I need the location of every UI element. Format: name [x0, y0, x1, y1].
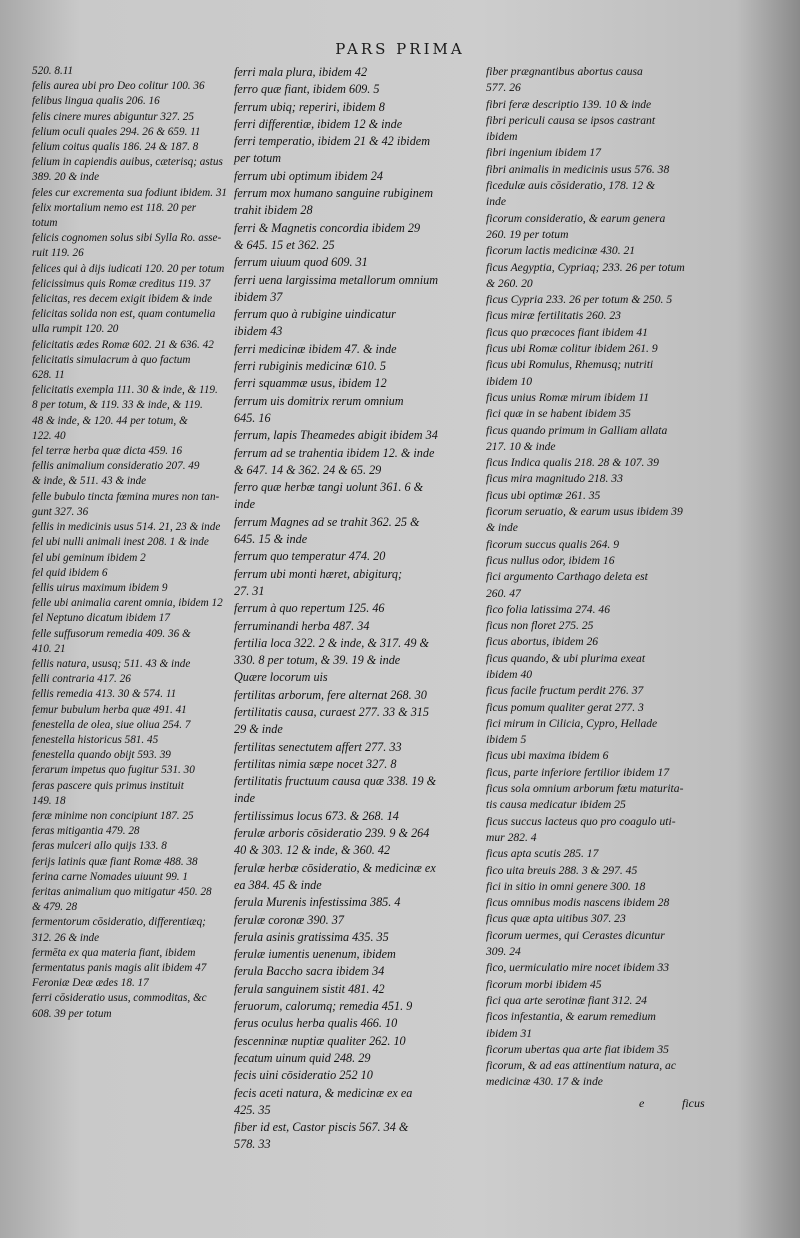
index-entry-line: inde [486, 195, 506, 209]
index-entry-line: ibidem 43 [234, 324, 283, 339]
index-entry-line: fibri feræ descriptio 139. 10 & inde [486, 97, 652, 111]
index-entry-line: ficus pomum qualiter gerat 277. 3 [486, 700, 644, 714]
index-entry-line: 48 & inde, & 120. 44 per totum, & [32, 414, 188, 427]
index-entry-line: felle ubi animalia carent omnia, ibidem 12 [32, 597, 223, 610]
index-entry-line: ferrum quo temperatur 474. 20 [234, 549, 386, 564]
index-entry-line: 309. 24 [486, 945, 521, 959]
index-entry-line: feras pascere quis primus instituit [32, 779, 184, 792]
index-entry-line: ficus ubi Romulus, Rhemusq; nutriti [486, 358, 654, 372]
index-entry-line: fici mirum in Cilicia, Cypro, Hellade [486, 716, 658, 730]
index-entry-line: inde [234, 791, 255, 806]
index-entry-line: totum [32, 217, 58, 230]
index-entry-line: ficorum morbi ibidem 45 [486, 977, 602, 991]
index-entry-line: ficorum uermes, qui Cerastes dicuntur [486, 928, 665, 942]
index-entry-line: ferulæ coronæ 390. 37 [234, 912, 344, 927]
index-entry-line: ferri uena largissima metallorum omnium [234, 272, 439, 287]
index-entry-line: felicitatis exempla 111. 30 & inde, & 119. [32, 384, 218, 397]
index-entry-line: ficus mira magnitudo 218. 33 [486, 472, 623, 486]
index-entry-line: 29 & inde [234, 722, 283, 737]
index-entry-line: fiber id est, Castor piscis 567. 34 & [234, 1120, 409, 1135]
index-entry-line: fellis animalium consideratio 207. 49 [32, 460, 200, 473]
index-entry-line: felicitatis ædes Romæ 602. 21 & 636. 42 [32, 338, 214, 351]
index-entry-line: fertilitatis fructuum causa quæ 338. 19 & [234, 774, 437, 789]
index-entry-line: ferri cōsideratio usus, commoditas, &c [32, 992, 207, 1005]
index-entry-line: ferulæ iumentis uenenum, ibidem [234, 947, 396, 962]
index-entry-line: 628. 11 [32, 369, 65, 382]
index-entry-line: fecis uini cōsideratio 252 10 [234, 1068, 373, 1083]
index-entry-line: ferro quæ fiant, ibidem 609. 5 [234, 82, 380, 97]
index-entry-line: fermentatus panis magis alit ibidem 47 [32, 961, 207, 974]
index-entry-line: ibidem 31 [486, 1026, 533, 1040]
index-entry-line: ferrum uiuum quod 609. 31 [234, 255, 368, 270]
index-entry-line: trahit ibidem 28 [234, 203, 313, 218]
index-entry-line: fenestella de olea, siue oliua 254. 7 [32, 718, 191, 731]
index-entry-line: fibri animalis in medicinis usus 576. 38 [486, 162, 670, 176]
index-entry-line: 410. 21 [32, 642, 66, 655]
index-entry-line: fici qua arte serotinæ fiant 312. 24 [486, 993, 647, 1007]
index-entry-line: Feroniæ Deæ ædes 18. 17 [32, 977, 149, 990]
index-entry-line: feras mulceri allo quijs 133. 8 [32, 840, 167, 853]
index-entry-line: fertilitas senectutem affert 277. 33 [234, 739, 402, 754]
index-entry-line: femur bubulum herba quæ 491. 41 [32, 703, 187, 716]
index-entry-line: ficus Indica qualis 218. 28 & 107. 39 [486, 456, 659, 470]
index-entry-line: ferri mala plura, ibidem 42 [234, 65, 368, 79]
index-entry-line: felicis cognomen solus sibi Sylla Ro. asse- [32, 232, 222, 245]
index-entry-line: fel quid ibidem 6 [32, 566, 108, 579]
index-entry-line: & 479. 28 [32, 901, 78, 914]
index-entry-line: ferro quæ herbæ tangi uolunt 361. 6 & [234, 480, 424, 495]
index-entry-line: fici argumento Carthago deleta est [486, 570, 648, 584]
index-entry-line: fibri periculi causa se ipsos castrant [486, 113, 656, 127]
index-entry-line: ferri differentiæ, ibidem 12 & inde [234, 116, 403, 131]
index-entry-line: ferrum, lapis Theamedes abigit ibidem 34 [234, 428, 438, 443]
index-entry-line: 260. 19 per totum [486, 227, 569, 241]
index-entry-line: & inde, & 511. 43 & inde [32, 475, 147, 488]
index-entry-line: ferrum à quo repertum 125. 46 [234, 601, 385, 616]
index-entry-line: & 645. 15 et 362. 25 [234, 237, 335, 252]
index-entry-line: inde [234, 497, 255, 512]
index-entry-line: & 647. 14 & 362. 24 & 65. 29 [234, 462, 382, 477]
index-entry-line: ferulæ arboris cōsideratio 239. 9 & 264 [234, 826, 430, 841]
index-entry-line: ferrum ubi monti hæret, abigiturq; [234, 566, 403, 581]
index-entry-line: fertilitas nimia sæpe nocet 327. 8 [234, 756, 397, 771]
index-entry-line: ficorum ubertas qua arte fiat ibidem 35 [486, 1042, 669, 1056]
index-entry-line: ferina carne Nomades uiuunt 99. 1 [32, 870, 188, 883]
index-entry-line: ficus ubi optimæ 261. 35 [486, 488, 601, 502]
index-entry-line: feles cur excrementa sua fodiunt ibidem. 31 [32, 186, 228, 199]
index-entry-line: ficorum succus qualis 264. 9 [486, 537, 619, 551]
index-entry-line: feras mitigantia 479. 28 [32, 825, 140, 838]
index-entry-line: Quære locorum uis [234, 670, 328, 685]
index-entry-line: felicitas solida non est, quam contumelia [32, 308, 216, 321]
index-entry-line: ficus nullus odor, ibidem 16 [486, 553, 615, 567]
index-entry-line: ulla rumpit 120. 20 [32, 323, 119, 336]
index-entry-line: fel ubi geminum ibidem 2 [32, 551, 146, 564]
index-entry-line: 217. 10 & inde [486, 439, 556, 453]
signature-mark: e [639, 1096, 645, 1110]
index-entry-line: felicitas, res decem exigit ibidem & inde [32, 293, 213, 306]
index-entry-line: feruorum, calorumq; remedia 451. 9 [234, 999, 413, 1014]
index-entry-line: fertilia loca 322. 2 & inde, & 317. 49 & [234, 635, 429, 650]
index-entry-line: ficus abortus, ibidem 26 [486, 635, 599, 649]
index-entry-line: ferula sanguinem sistit 481. 42 [234, 981, 385, 996]
index-entry-line: fecis aceti natura, & medicinæ ex ea [234, 1085, 413, 1100]
index-entry-line: 578. 33 [234, 1137, 271, 1152]
index-entry-line: felices qui à dijs iudicati 120. 20 per totum [32, 262, 225, 275]
index-column-3 [486, 64, 726, 1091]
index-entry-line: ficus sola omnium arborum fœtu maturita- [486, 782, 684, 796]
index-entry-line: ibidem 40 [486, 667, 533, 681]
catchword: ficus [682, 1096, 705, 1110]
index-entry-line: fici quæ in se habent ibidem 35 [486, 407, 631, 421]
index-column-2 [234, 64, 474, 1154]
index-entry-line: 149. 18 [32, 794, 66, 807]
index-entry-line: felium in capiendis auibus, cæterisq; astus [32, 156, 223, 169]
index-entry-line: fellis remedia 413. 30 & 574. 11 [32, 688, 177, 701]
index-entry-line: per totum [234, 151, 282, 166]
index-entry-line: ferruminandi herba 487. 34 [234, 618, 370, 633]
index-entry-line: fellis uirus maximum ibidem 9 [32, 581, 168, 594]
index-entry-line: ficorum, & ad eas attinentium natura, ac [486, 1059, 676, 1073]
index-entry-line: 122. 40 [32, 429, 66, 442]
index-entry-line: ferus oculus herba qualis 466. 10 [234, 1016, 398, 1031]
index-entry-line: mur 282. 4 [486, 830, 537, 844]
index-entry-line: ibidem 5 [486, 733, 527, 747]
index-entry-line: fiber prægnantibus abortus causa [486, 65, 643, 78]
index-entry-line: fertilitatis causa, curaest 277. 33 & 315 [234, 704, 429, 719]
index-entry-line: fico folia latissima 274. 46 [486, 602, 610, 616]
index-entry-line: 27. 31 [234, 583, 265, 598]
index-entry-line: ficos infestantia, & earum remedium [486, 1010, 656, 1024]
index-entry-line: fertilitas arborum, fere alternat 268. 30 [234, 687, 427, 702]
index-entry-line: felis cinere mures abiguntur 327. 25 [32, 110, 194, 123]
index-entry-line: fermēta ex qua materia fiant, ibidem [32, 946, 196, 959]
index-entry-line: ferri temperatio, ibidem 21 & 42 ibidem [234, 134, 430, 149]
index-column-1 [32, 64, 227, 1022]
index-entry-line: 645. 15 & inde [234, 532, 308, 547]
index-entry-line: ferri rubiginis medicinæ 610. 5 [234, 359, 387, 374]
index-entry-line: felix mortalium nemo est 118. 20 per [32, 201, 197, 214]
index-entry-line: fici in sitio in omni genere 300. 18 [486, 879, 646, 893]
index-entry-line: ibidem 37 [234, 289, 283, 304]
index-entry-line: ferrum uis domitrix rerum omnium [234, 393, 404, 408]
index-entry-line: fellis in medicinis usus 514. 21, 23 & inde [32, 521, 221, 534]
index-entry-line: fel Neptuno dicatum ibidem 17 [32, 612, 170, 625]
index-entry-line: felicissimus quis Romæ creditus 119. 37 [32, 277, 211, 290]
index-entry-line: felibus lingua qualis 206. 16 [32, 95, 160, 108]
index-entry-line: tis causa medicatur ibidem 25 [486, 798, 626, 812]
index-entry-line: felis aurea ubi pro Deo colitur 100. 36 [32, 80, 205, 93]
index-entry-line: ferrum ubiq; reperiri, ibidem 8 [234, 99, 385, 114]
index-entry-line: fel ubi nulli animali inest 208. 1 & inde [32, 536, 209, 549]
index-entry-line: ruit 119. 26 [32, 247, 84, 260]
index-entry-line: 312. 26 & inde [32, 931, 100, 944]
index-entry-line: felle bubulo tincta fœmina mures non tan- [32, 490, 220, 503]
index-entry-line: ibidem 10 [486, 374, 533, 388]
index-entry-line: & 260. 20 [486, 276, 533, 290]
index-entry-line: felium coitus qualis 186. 24 & 187. 8 [32, 141, 199, 154]
index-entry-line: fenestella quando obijt 593. 39 [32, 749, 171, 762]
index-entry-line: ficus quando primum in Galliam allata [486, 423, 668, 437]
index-entry-line: ficus omnibus modis nascens ibidem 28 [486, 896, 670, 910]
index-entry-line: ficus succus lacteus quo pro coagulo uti- [486, 814, 676, 828]
index-entry-line: ficus quo præcoces fiant ibidem 41 [486, 325, 648, 339]
index-entry-line: ibidem [486, 130, 518, 144]
index-entry-line: ferijs latinis quæ fiant Romæ 488. 38 [32, 855, 198, 868]
index-entry-line: 330. 8 per totum, & 39. 19 & inde [234, 653, 401, 668]
index-entry-line: ferula Murenis infestissima 385. 4 [234, 895, 401, 910]
index-entry-line: 8 per totum, & 119. 33 & inde, & 119. [32, 399, 203, 412]
index-entry-line: ficus ubi Romæ colitur ibidem 261. 9 [486, 342, 658, 356]
index-entry-line: & inde [486, 521, 518, 535]
index-entry-line: ferulæ herbæ cōsideratio, & medicinæ ex [234, 860, 436, 875]
index-entry-line: ficus apta scutis 285. 17 [486, 847, 599, 861]
index-entry-line: ficus Cypria 233. 26 per totum & 250. 5 [486, 293, 673, 307]
index-entry-line: fenestella historicus 581. 45 [32, 733, 159, 746]
index-entry-line: ferrum quo à rubigine uindicatur [234, 307, 396, 322]
index-entry-line: ferrum ubi optimum ibidem 24 [234, 168, 383, 183]
index-entry-line: gunt 327. 36 [32, 505, 89, 518]
index-entry-line: felle suffusorum remedia 409. 36 & [32, 627, 191, 640]
index-entry-line: feritas animalium quo mitigatur 450. 28 [32, 885, 212, 898]
index-entry-line: ficus ubi maxima ibidem 6 [486, 749, 609, 763]
index-entry-line: ficorum consideratio, & earum genera [486, 211, 666, 225]
index-entry-line: medicinæ 430. 17 & inde [486, 1075, 603, 1089]
running-header: PARS PRIMA [335, 40, 465, 58]
index-entry-line: felli contraria 417. 26 [32, 673, 131, 686]
index-entry-line: ficus unius Romæ mirum ibidem 11 [486, 390, 650, 404]
index-entry-line: fico uita breuis 288. 3 & 297. 45 [486, 863, 638, 877]
index-entry-line: feræ minime non concipiunt 187. 25 [32, 809, 194, 822]
index-entry-line: ferarum impetus quo fugitur 531. 30 [32, 764, 195, 777]
index-entry-line: ea 384. 45 & inde [234, 877, 322, 892]
index-entry-line: ferrum ad se trahentia ibidem 12. & inde [234, 445, 435, 460]
index-entry-line: fermentorum cōsideratio, differentiæq; [32, 916, 206, 929]
index-entry-line: ficus facile fructum perdit 276. 37 [486, 684, 644, 698]
index-entry-line: fibri ingenium ibidem 17 [486, 146, 601, 160]
index-entry-line: ferri squammæ usus, ibidem 12 [234, 376, 387, 391]
index-entry-line: ficus, parte inferiore fertilior ibidem 17 [486, 765, 670, 779]
index-entry-line: ficus non floret 275. 25 [486, 619, 594, 633]
index-entry-line: fellis natura, ususq; 511. 43 & inde [32, 657, 191, 670]
index-entry-line: felicitatis simulacrum à quo factum [32, 353, 191, 366]
index-entry-line: 608. 39 per totum [32, 1007, 112, 1020]
index-entry-line: fel terræ herba quæ dicta 459. 16 [32, 445, 183, 458]
index-entry-line: ficus miræ fertilitatis 260. 23 [486, 309, 621, 323]
index-entry-line: 40 & 303. 12 & inde, & 360. 42 [234, 843, 391, 858]
index-entry-line: felium oculi quales 294. 26 & 659. 11 [32, 125, 201, 138]
index-entry-line: ferula Baccho sacra ibidem 34 [234, 964, 385, 979]
index-entry-line: ferrum Magnes ad se trahit 362. 25 & [234, 514, 420, 529]
index-entry-line: ficorum seruatio, & earum usus ibidem 39 [486, 505, 683, 519]
index-entry-line: ferri medicinæ ibidem 47. & inde [234, 341, 397, 356]
index-entry-line: 645. 16 [234, 410, 271, 425]
index-entry-line: 520. 8.11 [32, 65, 74, 77]
index-entry-line: 260. 47 [486, 586, 521, 600]
index-entry-line: ficus quæ apta uitibus 307. 23 [486, 912, 626, 926]
index-entry-line: ficus Aegyptia, Cypriaq; 233. 26 per totum [486, 260, 685, 274]
index-entry-line: fescenninæ nuptiæ qualiter 262. 10 [234, 1033, 406, 1048]
index-entry-line: fertilissimus locus 673. & 268. 14 [234, 808, 399, 823]
index-entry-line: ferrum mox humano sanguine rubiginem [234, 186, 434, 201]
index-entry-line: fecatum uinum quid 248. 29 [234, 1050, 371, 1065]
index-entry-line: 389. 20 & inde [32, 171, 100, 184]
index-entry-line: ferula asinis gratissima 435. 35 [234, 929, 389, 944]
index-entry-line: 577. 26 [486, 81, 521, 95]
index-entry-line: ficorum lactis medicinæ 430. 21 [486, 244, 636, 258]
index-entry-line: ferri & Magnetis concordia ibidem 29 [234, 220, 421, 235]
index-entry-line: 425. 35 [234, 1102, 271, 1117]
index-entry-line: ficus quando, & ubi plurima exeat [486, 651, 646, 665]
index-entry-line: ficedulæ auis cōsideratio, 178. 12 & [486, 179, 656, 193]
index-entry-line: fico, uermiculatio mire nocet ibidem 33 [486, 961, 670, 975]
